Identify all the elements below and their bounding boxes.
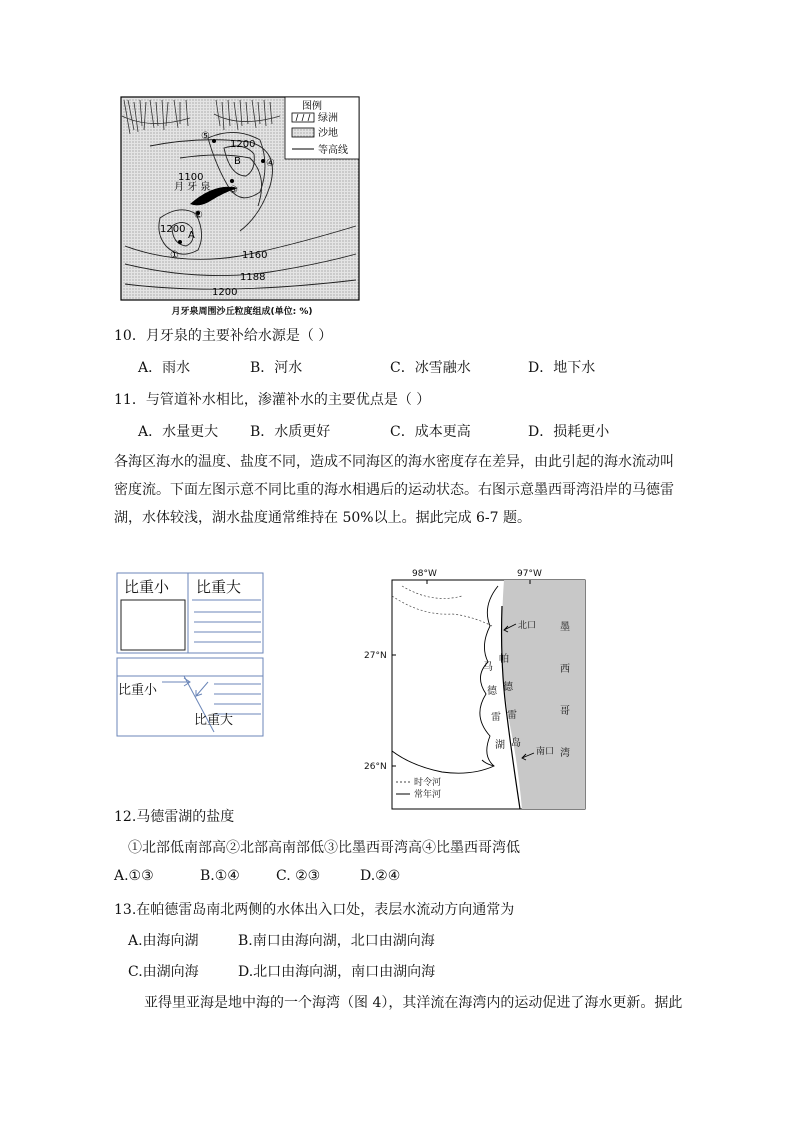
q10-stem: 10．月牙泉的主要补给水源是（ ） xyxy=(114,328,333,344)
trailing-paragraph: 亚得里亚海是地中海的一个海湾（图 4），其洋流在海湾内的运动促进了海水更新。据此 xyxy=(144,995,683,1011)
legend-contour: 等高线 xyxy=(318,145,348,156)
sea-char-2: 西 xyxy=(560,664,570,675)
south-inlet-label: 南口 xyxy=(536,747,555,757)
q13-option-d: D.北口由海向湖，南口由湖向海 xyxy=(238,964,436,980)
lat-26n: 26°N xyxy=(364,762,387,772)
bottom-left-label: 比重小 xyxy=(118,683,158,698)
sea-char-4: 湾 xyxy=(560,748,570,759)
density-flow-diagram xyxy=(116,572,266,738)
point-label-b: B xyxy=(234,156,241,167)
site-2: ② xyxy=(194,210,203,221)
crescent-spring-map xyxy=(120,96,362,320)
site-1: ① xyxy=(170,250,179,261)
q11-option-d: D．损耗更小 xyxy=(528,424,610,440)
q12-option-c: C. ②③ xyxy=(276,868,321,884)
q12-stem: 12.马德雷湖的盐度 xyxy=(114,809,235,825)
site-4: ④ xyxy=(266,158,275,169)
contour-label-1100: 1100 xyxy=(178,172,204,183)
sea-char-1: 墨 xyxy=(560,622,570,633)
legend-seasonal-river: 时令河 xyxy=(414,778,442,788)
island-char-1: 帕 xyxy=(499,654,509,665)
q10-option-c: C．冰雪融水 xyxy=(390,360,471,376)
top-right-label: 比重大 xyxy=(196,578,242,596)
q12-option-b: B.①④ xyxy=(200,868,240,884)
q13-option-c: C.由湖向海 xyxy=(128,964,199,980)
top-left-label: 比重小 xyxy=(124,578,170,596)
contour-label-1160: 1160 xyxy=(242,250,268,261)
intro-paragraph: 各海区海水的温度、盐度不同，造成不同海区的海水密度存在差异，由此引起的海水流动叫密度流。下面左图示意不同比重的海水相遇后的运动状态。右图示意墨西哥湾沿岸的马德雷湖，水体较浅，湖水盐度通常维持在 50%以上。据此完成 6-7 题。 xyxy=(114,454,674,526)
legend-oasis: 绿洲 xyxy=(318,113,338,124)
north-inlet-label: 北口 xyxy=(518,621,537,631)
figure1-caption: 月牙泉周围沙丘粒度组成(单位: %) xyxy=(171,307,313,317)
lat-27n: 27°N xyxy=(364,651,387,661)
q11-option-c: C．成本更高 xyxy=(390,424,471,440)
site-3: ③ xyxy=(229,185,238,196)
q10-option-a: A．雨水 xyxy=(138,360,191,376)
lon-97w: 97°W xyxy=(517,569,542,579)
sea-char-3: 哥 xyxy=(560,706,570,717)
q11-option-a: A．水量更大 xyxy=(138,424,219,440)
site-5: ⑤ xyxy=(201,131,210,142)
point-label-a: A xyxy=(188,230,195,241)
lon-98w: 98°W xyxy=(412,569,437,579)
island-char-3: 雷 xyxy=(507,710,517,721)
q11-stem: 11．与管道补水相比，渗灌补水的主要优点是（ ） xyxy=(114,392,431,408)
legend-sand: 沙地 xyxy=(318,128,338,139)
q10-option-b: B．河水 xyxy=(250,360,303,376)
q12-choices: ①北部低南部高②北部高南部低③比墨西哥湾高④比墨西哥湾低 xyxy=(128,840,520,856)
q13-stem: 13.在帕德雷岛南北两侧的水体出入口处，表层水流动方向通常为 xyxy=(114,902,515,918)
legend-title: 图例 xyxy=(302,101,322,112)
laguna-madre-map xyxy=(362,566,588,812)
q13-option-a: A.由海向湖 xyxy=(128,933,199,949)
q10-option-d: D．地下水 xyxy=(528,360,596,376)
legend-perennial-river: 常年河 xyxy=(414,790,442,800)
lake-char-3: 雷 xyxy=(491,712,501,723)
contour-label-1200-top: 1200 xyxy=(230,139,256,150)
island-char-4: 岛 xyxy=(511,738,521,749)
q12-option-a: A.①③ xyxy=(114,868,154,884)
lake-char-4: 湖 xyxy=(495,740,505,751)
q11-option-b: B．水质更好 xyxy=(250,424,331,440)
q12-option-d: D.②④ xyxy=(360,868,401,884)
island-char-2: 德 xyxy=(503,682,513,693)
q13-option-b: B.南口由海向湖，北口由湖向海 xyxy=(238,933,435,949)
contour-label-1188: 1188 xyxy=(240,272,266,283)
contour-label-1200-bottom: 1200 xyxy=(212,287,238,298)
contour-label-1200-left: 1200 xyxy=(160,224,186,235)
lake-char-1: 马 xyxy=(483,662,493,673)
bottom-right-label: 比重大 xyxy=(194,713,234,728)
spring-label: 月 牙 泉 xyxy=(174,182,211,193)
lake-char-2: 德 xyxy=(487,686,497,697)
